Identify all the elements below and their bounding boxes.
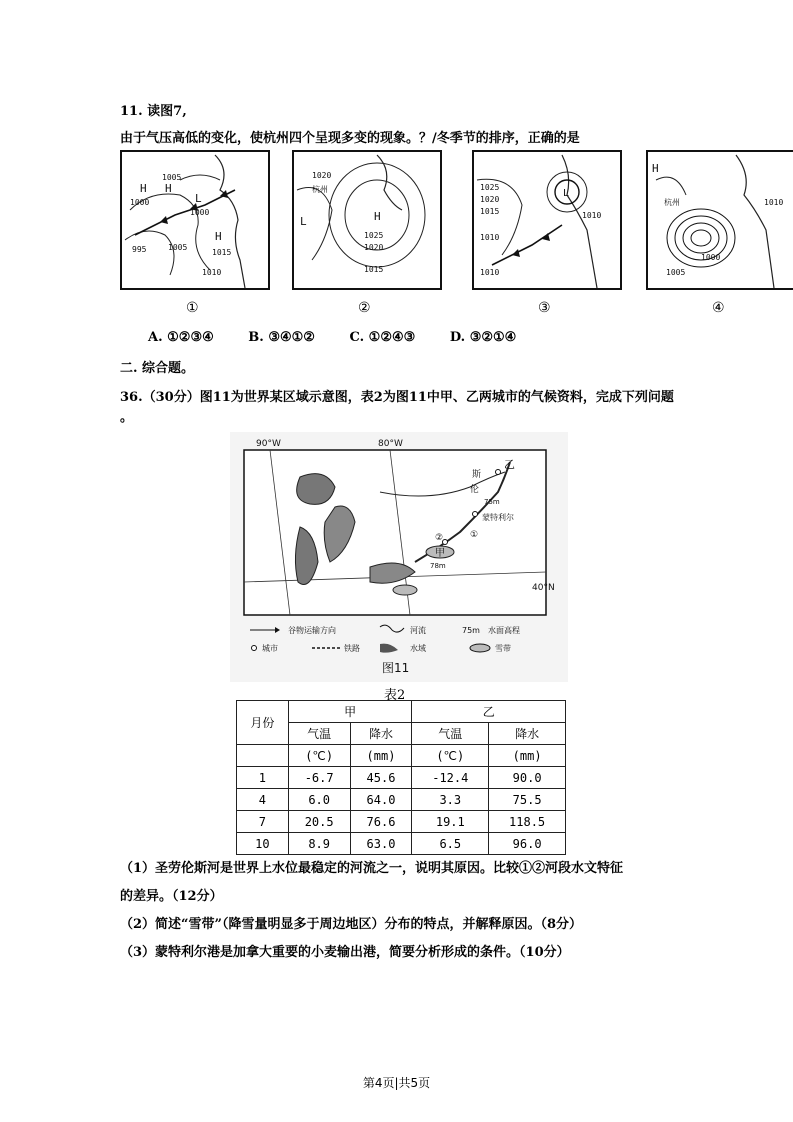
legend-railway: 铁路: [344, 644, 360, 653]
map1-label-h2: H: [165, 182, 172, 195]
cell-precip-yi: 96.0: [489, 833, 566, 855]
weather-map-4: [646, 150, 793, 290]
cell-temp-yi: -12.4: [412, 767, 489, 789]
map1-label-1000a: 1000: [130, 198, 150, 207]
page-footer: 第4页|共5页: [362, 1076, 431, 1090]
map3-label-1020: 1020: [480, 195, 500, 204]
legend-river: 河流: [410, 626, 426, 635]
map2-label-1015: 1015: [364, 265, 384, 274]
climate-table: [236, 700, 566, 855]
header-precip-jia: 降水: [350, 723, 412, 745]
cell-temp-yi: 6.5: [412, 833, 489, 855]
map1-label-h1: H: [140, 182, 147, 195]
map-label-4: ④: [712, 300, 725, 316]
q36-sub1-line2: 的差异。（12分）: [120, 889, 223, 904]
cell-temp-jia: 20.5: [288, 811, 350, 833]
cell-month: 4: [237, 789, 289, 811]
cell-month: 7: [237, 811, 289, 833]
cell-month: 10: [237, 833, 289, 855]
option-a: A. ①②③④: [148, 330, 214, 345]
fig11-label-2: ②: [435, 533, 444, 543]
fig11-city-yi: 乙: [504, 458, 515, 471]
weather-map-2: [292, 150, 442, 290]
map1-label-h3: H: [215, 230, 222, 243]
map1-label-l: L: [195, 192, 202, 205]
header-month: 月份: [237, 701, 289, 745]
cell-precip-yi: 90.0: [489, 767, 566, 789]
map4-label-1000: 1000: [701, 253, 721, 262]
map4-label-hangzhou: 杭州: [664, 198, 680, 207]
q36-sub3: （3）蒙特利尔港是加拿大重要的小麦输出港，简要分析形成的条件。（10分）: [120, 945, 570, 960]
table-row: [237, 833, 566, 855]
cell-temp-yi: 3.3: [412, 789, 489, 811]
fig11-label-lun: 伦: [470, 485, 480, 495]
fig11-lon-80w: 80°W: [378, 439, 403, 449]
map3-label-1010b: 1010: [582, 211, 602, 220]
map4-label-1005: 1005: [666, 268, 686, 277]
map3-label-1015: 1015: [480, 207, 500, 216]
table-row: [237, 811, 566, 833]
legend-water: 水域: [410, 644, 426, 653]
fig11-lat-40n: 40°N: [532, 583, 555, 593]
map3-label-1025: 1025: [480, 183, 500, 192]
header-temp-jia: 气温: [288, 723, 350, 745]
cell-month: 1: [237, 767, 289, 789]
q36-prompt: 36.（30分）图11为世界某区域示意图，表2为图11中甲、乙两城市的气候资料，完成下列问题: [120, 390, 674, 405]
map2-label-h: H: [374, 210, 381, 223]
unit-temp-yi: (℃): [412, 745, 489, 767]
map3-label-1010a: 1010: [480, 233, 500, 242]
table-row: [237, 789, 566, 811]
q11-options: [148, 330, 546, 345]
map2-label-1020b: 1020: [364, 243, 384, 252]
cell-temp-jia: 8.9: [288, 833, 350, 855]
map1-label-1005: 1005: [162, 173, 182, 182]
figure-11-caption: 图11: [382, 661, 410, 675]
q36-sub1-line1: （1）圣劳伦斯河是世界上水位最稳定的河流之一，说明其原因。比较①②河段水文特征: [120, 861, 624, 876]
map-label-2: ②: [358, 300, 371, 316]
unit-temp-jia: (℃): [288, 745, 350, 767]
map4-label-1010: 1010: [764, 198, 784, 207]
map3-label-1010c: 1010: [480, 268, 500, 277]
table-2-title: 表2: [384, 688, 406, 703]
q11-title: 11. 读图7,: [120, 104, 187, 119]
table-row: [237, 767, 566, 789]
section2-title: 二. 综合题。: [120, 361, 195, 376]
fig11-city-jia: 甲: [435, 548, 445, 559]
cell-precip-jia: 63.0: [350, 833, 412, 855]
q36-prompt-dot: 。: [120, 410, 134, 425]
header-unit-blank: [237, 745, 289, 767]
header-city-jia: 甲: [288, 701, 412, 723]
map2-label-l: L: [300, 215, 307, 228]
header-temp-yi: 气温: [412, 723, 489, 745]
unit-precip-yi: (mm): [489, 745, 566, 767]
map1-label-1000b: 1000: [190, 208, 210, 217]
legend-snowbelt: 雪带: [495, 644, 511, 653]
cell-precip-jia: 64.0: [350, 789, 412, 811]
map-label-1: ①: [186, 300, 199, 316]
map-label-3: ③: [538, 300, 551, 316]
fig11-lon-90w: 90°W: [256, 439, 281, 449]
legend-75m: 75m: [462, 626, 480, 635]
map2-label-hangzhou: 杭州: [312, 185, 328, 194]
weather-map-3: [472, 150, 622, 290]
q36-sub2: （2）简述“雪带”（降雪量明显多于周边地区）分布的特点，并解释原因。（8分）: [120, 917, 583, 932]
cell-precip-yi: 75.5: [489, 789, 566, 811]
weather-map-1: [120, 150, 270, 290]
map3-label-l: L: [563, 188, 570, 199]
cell-precip-jia: 76.6: [350, 811, 412, 833]
legend-grain-route: 谷物运输方向: [288, 626, 336, 635]
option-d: D. ③②①④: [449, 330, 517, 345]
legend-elevation: 水面高程: [488, 626, 520, 635]
weather-maps: [118, 150, 784, 322]
option-b: B. ③④①②: [248, 330, 315, 345]
cell-temp-jia: -6.7: [288, 767, 350, 789]
map2-label-1025: 1025: [364, 231, 384, 240]
map4-label-h: H: [652, 162, 659, 175]
map1-label-995: 995: [132, 245, 147, 254]
fig11-city-montreal: 蒙特利尔: [482, 513, 514, 522]
unit-precip-jia: (mm): [350, 745, 412, 767]
cell-precip-jia: 45.6: [350, 767, 412, 789]
fig11-elev-75m: 75m: [484, 498, 500, 506]
option-c: C. ①②④③: [349, 330, 416, 345]
fig11-label-1: ①: [470, 530, 479, 540]
cell-precip-yi: 118.5: [489, 811, 566, 833]
fig11-label-si: 斯: [472, 470, 482, 480]
cell-temp-yi: 19.1: [412, 811, 489, 833]
figure-11-map: [230, 432, 568, 682]
map1-label-1005b: 1005: [168, 243, 188, 252]
header-precip-yi: 降水: [489, 723, 566, 745]
legend-city: 城市: [262, 644, 278, 653]
q11-prompt: 由于气压高低的变化，使杭州四个呈现多变的现象。？/冬季节的排序，正确的是: [120, 131, 580, 146]
map1-label-1010: 1010: [202, 268, 222, 277]
map2-label-1020a: 1020: [312, 171, 332, 180]
map1-label-1015: 1015: [212, 248, 232, 257]
cell-temp-jia: 6.0: [288, 789, 350, 811]
fig11-elev-78m: 78m: [430, 562, 446, 570]
header-city-yi: 乙: [412, 701, 566, 723]
